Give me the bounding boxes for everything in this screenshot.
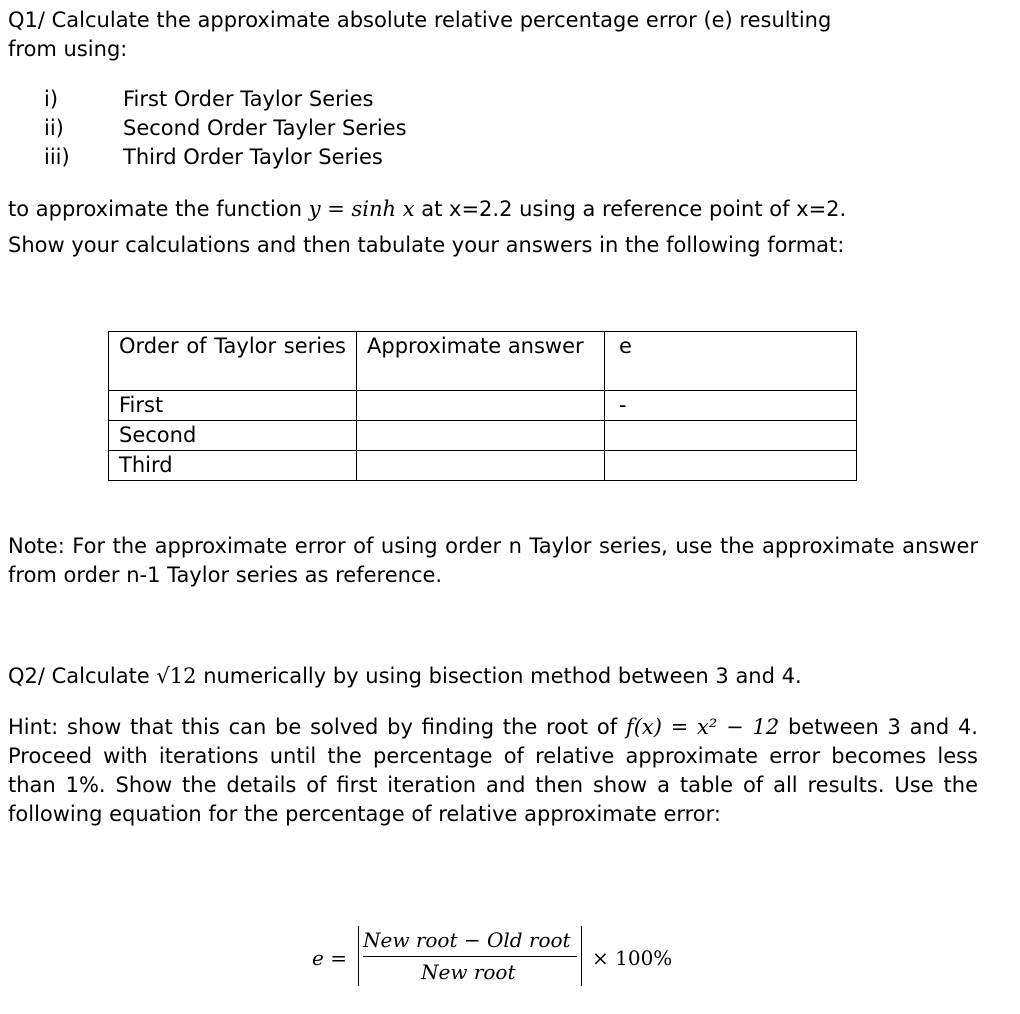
table-cell: Second bbox=[109, 421, 357, 451]
fraction-bar bbox=[363, 956, 577, 957]
function-math: y = sinh x bbox=[308, 197, 415, 221]
table-cell bbox=[357, 391, 605, 421]
hint-post: between 3 and 4. Proceed with iterations until the percentage of relative approximate error becomes less than 1%. Show the details of first iteration and then show a table of all results. Use the following equation for the percentage of relative approximate error: bbox=[8, 715, 978, 826]
table-cell: - bbox=[605, 391, 857, 421]
equation-fraction bbox=[358, 926, 582, 986]
q2-hint bbox=[8, 713, 978, 829]
q1-show-line: Show your calculations and then tabulate your answers in the following format: bbox=[8, 233, 845, 257]
hint-math: f(x) = x² − 12 bbox=[625, 715, 780, 739]
q2-line bbox=[8, 662, 802, 691]
list-item-label: Second Order Tayler Series bbox=[123, 116, 407, 140]
list-item-label: First Order Taylor Series bbox=[123, 87, 374, 111]
table-header-row bbox=[109, 332, 857, 391]
table-row bbox=[109, 421, 857, 451]
table-cell bbox=[605, 421, 857, 451]
q1-intro-line2: from using: bbox=[8, 37, 128, 61]
answer-table bbox=[108, 331, 857, 481]
list-item-num: i) bbox=[44, 87, 59, 111]
approx-pre: to approximate the function bbox=[8, 197, 309, 221]
table-cell: First bbox=[109, 391, 357, 421]
table-row bbox=[109, 391, 857, 421]
list-item-label: Third Order Taylor Series bbox=[123, 145, 383, 169]
sqrt-math: √12 bbox=[156, 664, 197, 688]
q1-approx-line bbox=[8, 195, 846, 224]
table-cell bbox=[357, 451, 605, 481]
equation-lhs: e = bbox=[312, 946, 347, 970]
table-header-order: Order of Taylor series bbox=[109, 332, 357, 391]
hint-pre: Hint: show that this can be solved by finding the root of bbox=[8, 715, 626, 739]
list-item-num: ii) bbox=[44, 116, 64, 140]
equation-numerator: New root − Old root bbox=[363, 928, 571, 952]
approx-post: at x=2.2 using a reference point of x=2. bbox=[414, 197, 847, 221]
table-row bbox=[109, 451, 857, 481]
equation-rhs: × 100% bbox=[592, 946, 673, 970]
q1-note: Note: For the approximate error of using order n Taylor series, use the approximate answer from order n-1 Taylor series as reference. bbox=[8, 534, 978, 587]
table-cell: Third bbox=[109, 451, 357, 481]
table-header-approx: Approximate answer bbox=[357, 332, 605, 391]
list-item-num: iii) bbox=[44, 145, 70, 169]
q1-intro-line1: Q1/ Calculate the approximate absolute relative percentage error (e) resulting bbox=[8, 8, 832, 32]
q2-post: numerically by using bisection method between 3 and 4. bbox=[196, 664, 802, 688]
table-header-e: e bbox=[605, 332, 857, 391]
table-cell bbox=[605, 451, 857, 481]
table-cell bbox=[357, 421, 605, 451]
q2-pre: Q2/ Calculate bbox=[8, 664, 157, 688]
equation-denominator: New root bbox=[421, 960, 516, 984]
